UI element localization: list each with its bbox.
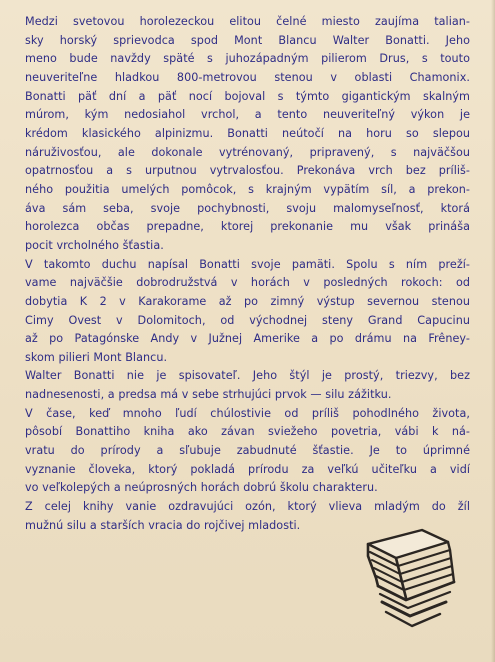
text-line: až po Patagónske Andy v Južnej Amerike a po drámu na Frêney- xyxy=(25,332,470,346)
page-edge xyxy=(491,0,495,662)
text-line: neuveriteľne hladkou 800-metrovou stenou v oblasti Chamonix. xyxy=(25,70,470,84)
text-line: ného použitia umelých pomôcok, s krajným vypätím síl, a prekon- xyxy=(25,182,470,196)
text-line: opatrnosťou a s urputnou vytrvalosťou. Prekonáva vrch bez príliš- xyxy=(25,164,470,178)
text-line: vo veľkolepých a neúprosných horách dobrú školu charakteru. xyxy=(25,481,378,495)
text-line: múrom, kým nedosiahol vrchol, a tento neuveriteľný výkon je xyxy=(25,108,470,122)
text-line: náruživosťou, ale dokonale vytrénovaný, pripravený, s najväčšou xyxy=(25,145,470,159)
text-line: Bonatti päť dní a päť nocí bojoval s týmto gigantickým skalným xyxy=(25,89,470,103)
text-line: V čase, keď mnoho ľudí chúlostivie od príliš pohodlného života, xyxy=(25,406,470,420)
text-line: dobytia K 2 v Karakorame až po zimný výstup severnou stenou xyxy=(25,294,470,308)
text-line: nadnesenosti, a predsa má v sebe strhujúci prvok — silu zážitku. xyxy=(25,388,392,402)
text-line: mužnú silu a starších vracia do rojčivej mladosti. xyxy=(25,518,301,532)
text-line: krédom klasického alpinizmu. Bonatti neútočí na horu so slepou xyxy=(25,126,470,140)
text-line: vame najväčšie dobrodružstvá v horách v posledných rokoch: od xyxy=(25,276,470,290)
text-line: pocit vrcholného šťastia. xyxy=(25,238,164,252)
text-line: Cimy Ovest v Dolomitoch, od východnej steny Grand Capucinu xyxy=(25,313,470,327)
text-line: Walter Bonatti nie je spisovateľ. Jeho štýl je prostý, triezvy, bez xyxy=(25,369,470,383)
text-line: Z celej knihy vanie ozdravujúci ozón, ktorý vlieva mladým do žíl xyxy=(25,500,470,514)
text-line: áva sám seba, svoje pochybnosti, svoju malomyseľnosť, ktorá xyxy=(25,201,470,215)
blurb-text xyxy=(25,13,470,535)
text-line: vratu do prírody a sľubuje zabudnuté šťastie. Je to úprimné xyxy=(25,444,470,458)
text-line: V takomto duchu napísal Bonatti svoje pamäti. Spolu s ním preží- xyxy=(25,257,470,271)
text-line: pôsobí Bonattiho kniha ako závan sviežeho povetria, vábi k ná- xyxy=(25,425,470,439)
text-line: sky horský sprievodca spod Mont Blancu Walter Bonatti. Jeho xyxy=(25,33,470,47)
text-line: Medzi svetovou horolezeckou elitou čelné miesto zaujíma talian- xyxy=(25,15,470,28)
text-line: skom pilieri Mont Blancu. xyxy=(25,350,168,364)
text-line: horolezca občas prepadne, ktorej prekonanie mu však prináša xyxy=(25,220,470,234)
text-line: meno bude navždy späté s juhozápadným pilierom Drus, s touto xyxy=(25,52,470,66)
text-line: vyznanie človeka, ktorý pokladá prírodu za veľkú učiteľku a vidí xyxy=(25,462,470,476)
book-sketch-icon xyxy=(360,522,460,632)
